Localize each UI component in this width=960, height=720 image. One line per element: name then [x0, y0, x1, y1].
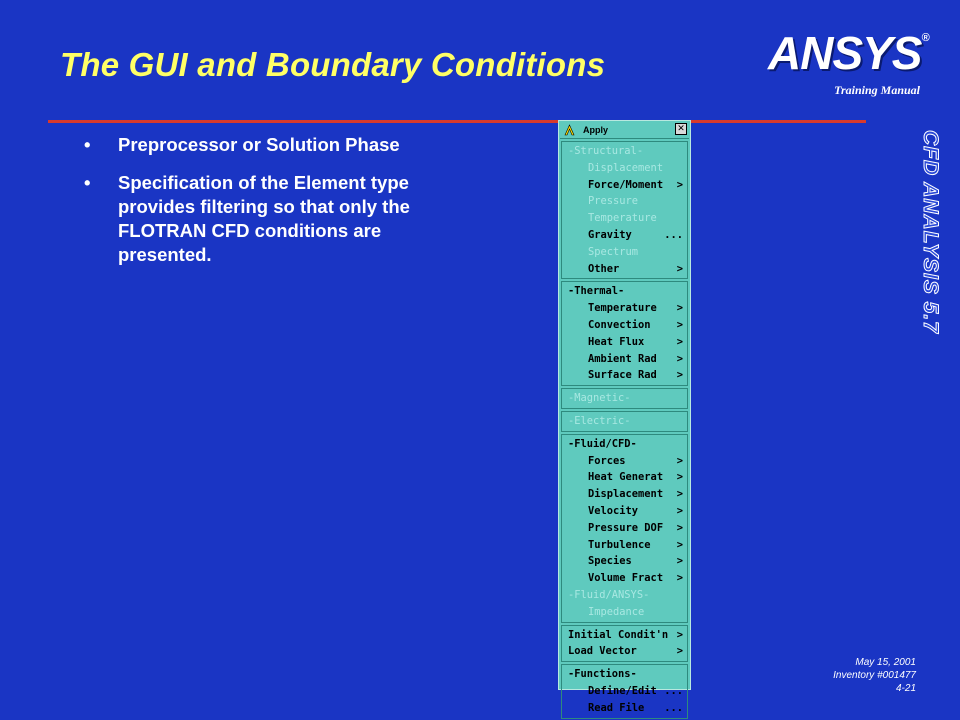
menu-item-label: Volume Fract	[588, 572, 664, 585]
menu-item[interactable]	[562, 700, 687, 717]
side-label	[910, 130, 950, 360]
menu-item-label: Convection	[588, 318, 651, 331]
bullet-item	[84, 171, 464, 267]
menu-group	[561, 411, 688, 432]
menu-group	[561, 388, 688, 409]
apply-menu-panel	[558, 120, 691, 714]
registered-mark: ®	[921, 32, 929, 44]
menu-item[interactable]	[562, 227, 687, 244]
menu-item	[562, 413, 687, 430]
submenu-arrow-icon: >	[676, 335, 683, 348]
bullet-item	[84, 133, 464, 157]
bullet-dot-icon: •	[84, 172, 91, 193]
menu-item-label: Pressure DOF	[588, 521, 664, 534]
menu-group	[561, 434, 688, 623]
menu-item[interactable]	[562, 469, 687, 486]
submenu-arrow-icon: >	[676, 628, 683, 641]
footer-inventory: Inventory #001477	[833, 670, 916, 681]
menu-item-label: -Structural-	[568, 145, 644, 157]
menu-item[interactable]	[562, 666, 687, 683]
menu-item[interactable]	[562, 486, 687, 503]
submenu-arrow-icon: >	[676, 369, 683, 382]
submenu-arrow-icon: >	[676, 302, 683, 315]
menu-item-label: Spectrum	[588, 245, 639, 258]
menu-item-label: Heat Flux	[588, 335, 645, 348]
menu-item	[562, 244, 687, 261]
menu-item[interactable]	[562, 334, 687, 351]
menu-item-label: Displacement	[588, 161, 664, 174]
menu-item[interactable]	[562, 300, 687, 317]
menu-item-label: Turbulence	[588, 538, 651, 551]
submenu-arrow-icon: >	[676, 454, 683, 467]
slide-title: The GUI and Boundary Conditions	[60, 46, 606, 83]
ansys-logo-text: ANSYS	[768, 27, 922, 79]
training-manual-label: Training Manual	[834, 83, 920, 97]
bullet-text: Specification of the Element type provides filtering so that only the FLOTRAN CFD conditions are presented.	[118, 172, 410, 265]
menu-item[interactable]	[562, 351, 687, 368]
menu-item-label: Impedance	[588, 605, 645, 618]
menu-item[interactable]	[562, 283, 687, 300]
menu-item[interactable]	[562, 503, 687, 520]
menu-item[interactable]	[562, 683, 687, 700]
menu-item-label: Surface Rad	[588, 369, 657, 382]
menu-item[interactable]	[562, 627, 687, 644]
menu-item-label: Pressure	[588, 195, 639, 208]
menu-item	[562, 143, 687, 160]
submenu-arrow-icon: >	[676, 572, 683, 585]
submenu-arrow-icon: >	[676, 488, 683, 501]
menu-item[interactable]	[562, 553, 687, 570]
ellipsis-icon: ...	[664, 701, 683, 714]
menu-item[interactable]	[562, 520, 687, 537]
footer-date: May 15, 2001	[855, 657, 916, 668]
menu-item-label: -Fluid/CFD-	[568, 437, 637, 450]
menu-group	[561, 281, 688, 386]
menu-item	[562, 587, 687, 604]
close-icon[interactable]: ✕	[675, 123, 687, 135]
ansys-logo	[768, 26, 946, 80]
menu-item-label: Forces	[588, 454, 626, 467]
submenu-arrow-icon: >	[676, 538, 683, 551]
submenu-arrow-icon: >	[676, 645, 683, 658]
menu-item-label: Load Vector	[568, 645, 637, 658]
menu-item-label: Velocity	[588, 504, 639, 517]
menu-item	[562, 604, 687, 621]
slide-footer	[833, 656, 916, 695]
menu-item[interactable]	[562, 537, 687, 554]
submenu-arrow-icon: >	[676, 555, 683, 568]
menu-item	[562, 160, 687, 177]
menu-item-label: Force/Moment	[588, 178, 664, 191]
menu-item-label: -Functions-	[568, 668, 637, 681]
menu-item-label: Initial Condit'n	[568, 628, 669, 641]
menu-item	[562, 193, 687, 210]
menu-item-label: Read File	[588, 701, 645, 714]
menu-item-label: -Electric-	[568, 414, 631, 427]
side-label-text: CFD ANALYSIS 5.7	[919, 130, 942, 334]
bullet-text: Preprocessor or Solution Phase	[118, 134, 400, 155]
menu-item-label: -Thermal-	[568, 285, 625, 298]
submenu-arrow-icon: >	[676, 178, 683, 191]
submenu-arrow-icon: >	[676, 262, 683, 275]
submenu-arrow-icon: >	[676, 521, 683, 534]
menu-item[interactable]	[562, 436, 687, 453]
menu-group	[561, 664, 688, 718]
menu-group	[561, 141, 688, 279]
menu-item-label: Temperature	[588, 302, 657, 315]
menu-item-label: Heat Generat	[588, 471, 664, 484]
submenu-arrow-icon: >	[676, 504, 683, 517]
menu-item[interactable]	[562, 177, 687, 194]
footer-page-number: 4-21	[895, 683, 916, 694]
ellipsis-icon: ...	[664, 228, 683, 241]
submenu-arrow-icon: >	[676, 471, 683, 484]
bullet-list	[84, 133, 464, 281]
menu-item-label: Species	[588, 555, 632, 568]
menu-item-label: -Fluid/ANSYS-	[568, 588, 650, 601]
submenu-arrow-icon: >	[676, 318, 683, 331]
menu-group	[561, 625, 688, 663]
ellipsis-icon: ...	[664, 684, 683, 697]
menu-item-label: Ambient Rad	[588, 352, 657, 365]
menu-item	[562, 390, 687, 407]
menu-item-label: Other	[588, 262, 620, 275]
menu-item[interactable]	[562, 261, 687, 278]
menu-groups	[559, 141, 690, 719]
menu-item	[562, 210, 687, 227]
menu-item-label: -Magnetic-	[568, 392, 631, 405]
menu-item-label: Gravity	[588, 228, 632, 241]
panel-title: Apply	[583, 125, 609, 135]
menu-item[interactable]	[562, 570, 687, 587]
menu-item-label: Define/Edit	[588, 684, 657, 697]
title-divider	[48, 120, 866, 123]
submenu-arrow-icon: >	[676, 352, 683, 365]
menu-item[interactable]	[562, 453, 687, 470]
menu-item[interactable]	[562, 317, 687, 334]
menu-item[interactable]	[562, 643, 687, 660]
ansys-logo-icon	[563, 123, 575, 137]
menu-item-label: Displacement	[588, 488, 664, 501]
menu-item-label: Temperature	[588, 212, 657, 225]
bullet-dot-icon: •	[84, 134, 91, 155]
menu-item[interactable]	[562, 367, 687, 384]
panel-titlebar[interactable]	[560, 122, 689, 139]
